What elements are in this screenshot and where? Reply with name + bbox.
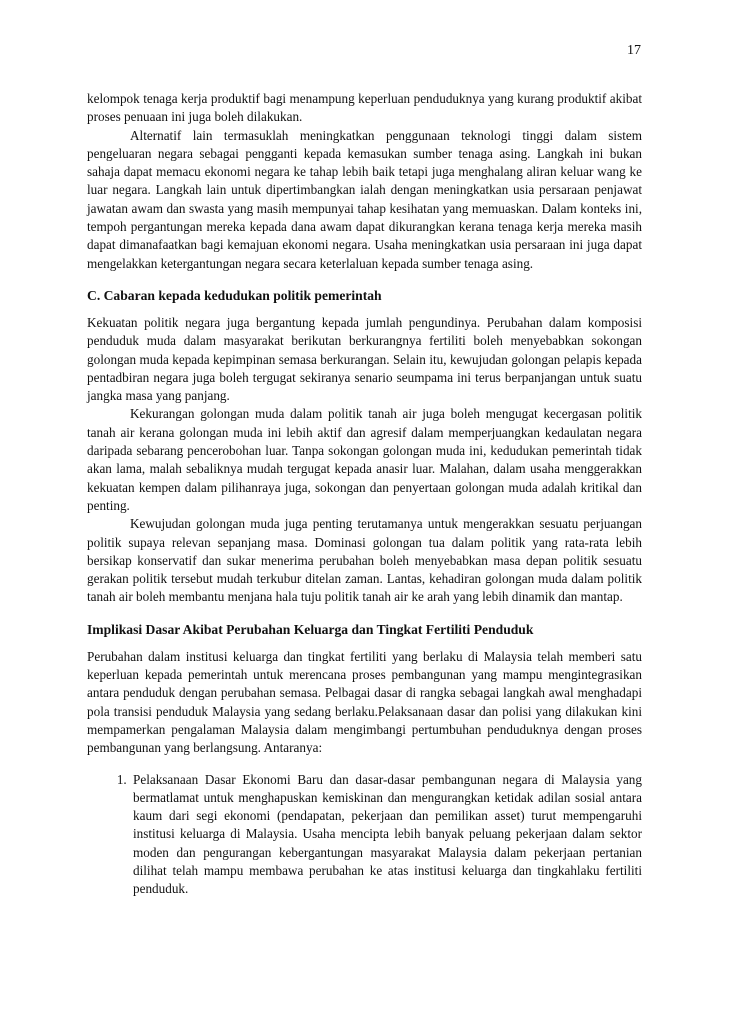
intro-paragraph-1: kelompok tenaga kerja produktif bagi menampung keperluan penduduknya yang kurang produktif akibat proses penuaan ini juga boleh dilakukan. bbox=[87, 91, 642, 125]
section-c-paragraph-3: Kewujudan golongan muda juga penting terutamanya untuk mengerakkan sesuatu perjuangan politik supaya relevan sepanjang masa. Dominasi golongan tua dalam politik yang rata-rata lebih bersikap konservatif dan sukar menerima perubahan boleh menyebabkan masa depan politik sesuatu gerakan politik tersebut mudah terkubur ditelan zaman. Lantas, kehadiran golongan muda dalam politik tanah air boleh membantu menjana hala tuju politik tanah air ke arah yang lebih dinamik dan mantap. bbox=[87, 516, 642, 605]
list-item: 1. Pelaksanaan Dasar Ekonomi Baru dan dasar-dasar pembangunan negara di Malaysia yang bermatlamat untuk menghapuskan kemiskinan dan mengurangkan ketidak adilan sosial antara kaum dari segi ekonomi (pendapatan, pekerjaan dan pemilikan asset) turut mempengaruhi institusi keluarga di Malaysia. Usaha mencipta lebih banyak peluang pekerjaan dalam sektor moden dan pengurangan kebergantungan masyarakat Malaysia dalam pekerjaan pertanian dilihat telah mampu membawa perubahan ke atas institusi keluarga dan tingkahlaku fertiliti penduduk. bbox=[130, 771, 642, 899]
implikasi-paragraph: Perubahan dalam institusi keluarga dan tingkat fertiliti yang berlaku di Malaysia telah memberi satu keperluan kepada pemerintah untuk merencana proses pembangunan yang mampu mengintegrasikan antara penduduk dengan perubahan semasa. Pelbagai dasar di rangka sebagai langkah awal menghadapi pola transisi penduduk Malaysia yang sedang berlaku.Pelaksanaan dasar dan polisi yang dilakukan kini mempamerkan pengalaman Malaysia dalam mengimbangi pertumbuhan penduduknya dengan proses pembangunan yang berlangsung. Antaranya: bbox=[87, 648, 642, 756]
section-c-paragraph-2: Kekurangan golongan muda dalam politik tanah air juga boleh mengugat kecergasan politik tanah air kerana golongan muda ini lebih aktif dan agresif dalam memperjuangkan kedaulatan negara daripada sebarang pencerobohan luar. Tanpa sokongan golongan muda ini, kedudukan pemerintah tidak akan lama, malah sebaliknya mudah tergugat kepada anasir luar. Malahan, dalam usaha menggerakkan kekuatan kempen dalam pilihanraya juga, sokongan dan penyertaan golongan muda adalah kritikal dan penting. bbox=[87, 406, 642, 513]
policy-list bbox=[87, 771, 642, 899]
section-c-heading: C. Cabaran kepada kedudukan politik pemerintah bbox=[87, 287, 382, 303]
implikasi-heading: Implikasi Dasar Akibat Perubahan Keluarga dan Tingkat Fertiliti Penduduk bbox=[87, 621, 534, 637]
page-number: 17 bbox=[627, 43, 641, 58]
document-body bbox=[87, 90, 642, 899]
section-c-paragraph-1: Kekuatan politik negara juga bergantung kepada jumlah pengundinya. Perubahan dalam komposisi penduduk muda dalam masyarakat berikutan berkurangnya fertiliti boleh menyebabkan sokongan golongan muda kepada kepimpinan semasa berkurangan. Selain itu, kewujudan golongan pelapis kepada pentadbiran negara juga boleh tergugat sekiranya senario seumpama ini terus berpanjangan untuk suatu jangka masa yang panjang. bbox=[87, 314, 642, 404]
intro-paragraph-2: Alternatif lain termasuklah meningkatkan penggunaan teknologi tinggi dalam sistem pengeluaran negara sebagai pengganti kepada kemasukan sumber tenaga asing. Langkah ini bukan sahaja dapat memacu ekonomi negara ke tahap lebih baik tetapi juga menghalang aliran keluar wang ke luar negara. Langkah lain untuk dipertimbangkan ialah dengan meningkatkan usia persaraan penjawat jawatan awam dan swasta yang masih mempunyai tahap kesihatan yang memuaskan. Dalam konteks ini, tempoh pergantungan mereka kepada dana awam dapat dikurangkan kerana tenaga kerja mereka masih dapat dimanafaatkan bagi kemajuan ekonomi negara. Usaha meningkatkan usia persaraan ini juga dapat mengelakkan ketergantungan negara secara keterlaluan kepada sumber tenaga asing. bbox=[87, 127, 642, 271]
